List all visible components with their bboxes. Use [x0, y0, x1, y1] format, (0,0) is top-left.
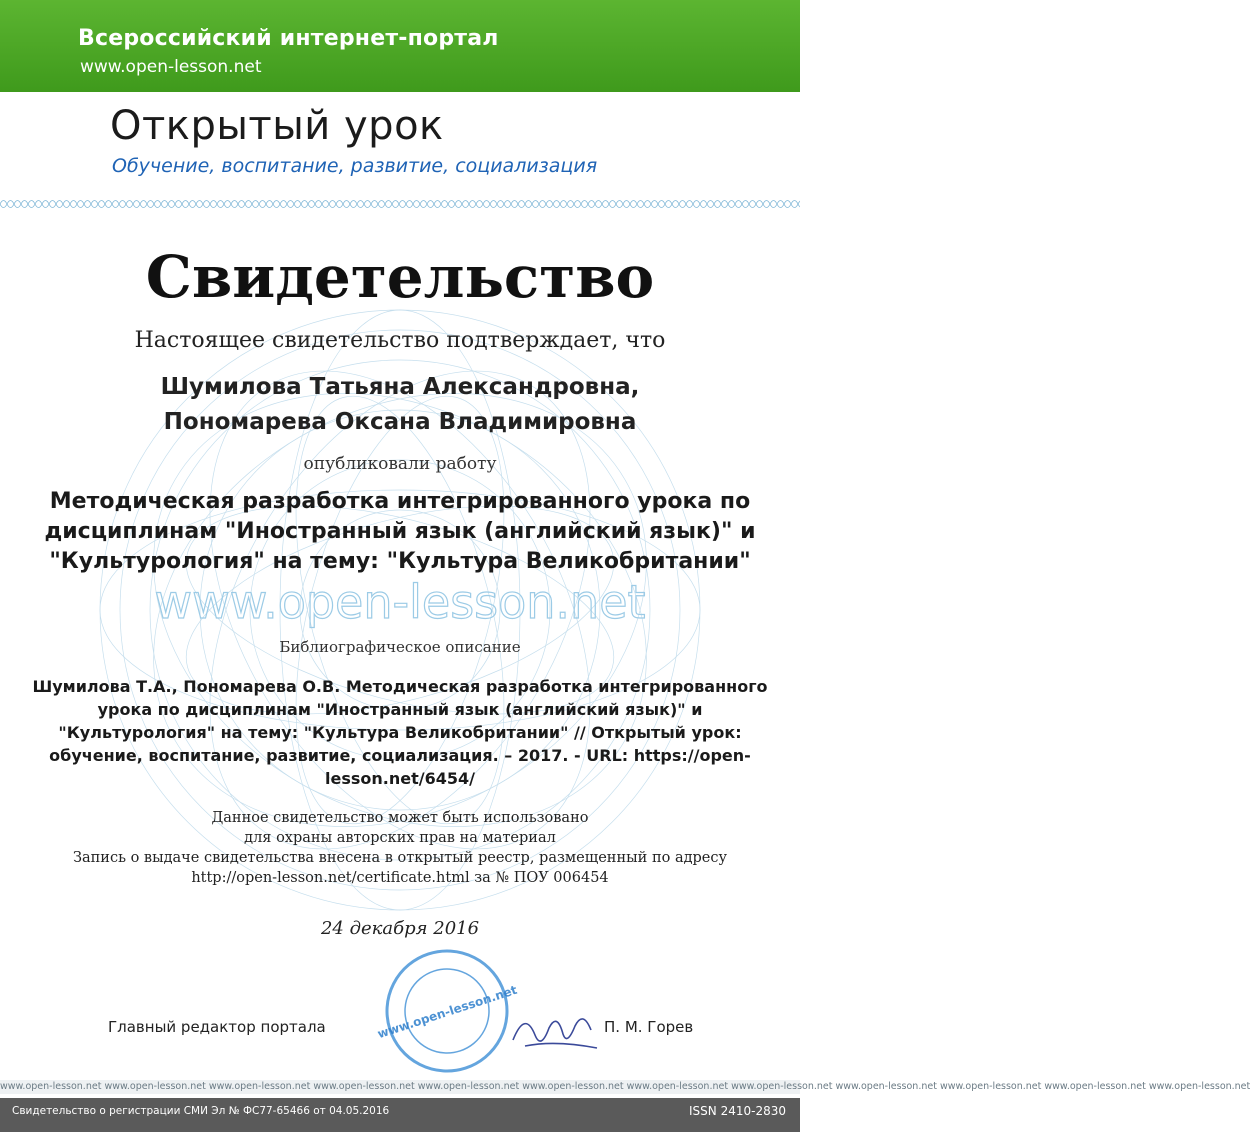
usage-line-3: Запись о выдаче свидетельства внесена в открытый реестр, размещенный по адресу [72, 850, 728, 866]
certificate-title: Свидетельство [145, 243, 655, 311]
work-title: Методическая разработка интегрированного урока по дисциплинам "Иностранный язык (английский язык)" и "Культурология" на тему: "Культура Великобритании" [44, 489, 756, 574]
stamp-seal [372, 946, 522, 1076]
watermark-text: www.open-lesson.net [154, 575, 646, 629]
issue-date: 24 декабря 2016 [320, 918, 480, 939]
portal-url[interactable]: www.open-lesson.net [80, 57, 262, 77]
usage-line-2: для охраны авторских прав на материал [244, 830, 556, 846]
bibliography-label: Библиографическое описание [279, 638, 521, 656]
author-2: Пономарева Оксана Владимировна [163, 409, 637, 435]
editor-name: П. М. Горев [604, 1018, 694, 1036]
stamp-text: www.open-lesson.net [375, 982, 519, 1042]
author-1: Шумилова Татьяна Александровна, [160, 374, 640, 400]
portal-title: Всероссийский интернет-портал [78, 26, 499, 51]
authors [0, 370, 800, 440]
usage-line-4: http://open-lesson.net/certificate.html за № ПОУ 006454 [191, 870, 609, 886]
usage-line-1: Данное свидетельство может быть использовано [211, 810, 589, 826]
usage-text [0, 808, 800, 888]
footer-issn: ISSN 2410-2830 [689, 1104, 786, 1118]
published-text: опубликовали работу [303, 454, 497, 474]
confirms-text: Настоящее свидетельство подтверждает, что [134, 328, 666, 353]
editor-signature [505, 1000, 605, 1060]
editor-label: Главный редактор портала [108, 1018, 326, 1036]
footer-url-strip: www.open-lesson.net www.open-lesson.net www.open-lesson.net www.open-lesson.net www.open-lesson.net www.open-lesson.net www.open-lesson.net www.open-lesson.net www.open-lesson.net www.open-lesson.net www.open-lesson.net www.open-lesson.net [0, 1081, 1250, 1092]
brand-title: Открытый урок [110, 103, 444, 149]
bibliography-text: Шумилова Т.А., Пономарева О.В. Методическая разработка интегрированного урока по дисциплинам "Иностранный язык (английский язык)" и "Культурология" на тему: "Культура Великобритании" // Открытый урок: обучение, воспитание, развитие, социализация. – 2017. - URL: https://open-lesson.net/6454/ [32, 677, 768, 788]
footer-registration: Свидетельство о регистрации СМИ Эл № ФС77-65466 от 04.05.2016 [12, 1105, 390, 1117]
brand-subtitle: Обучение, воспитание, развитие, социализация [112, 155, 598, 177]
